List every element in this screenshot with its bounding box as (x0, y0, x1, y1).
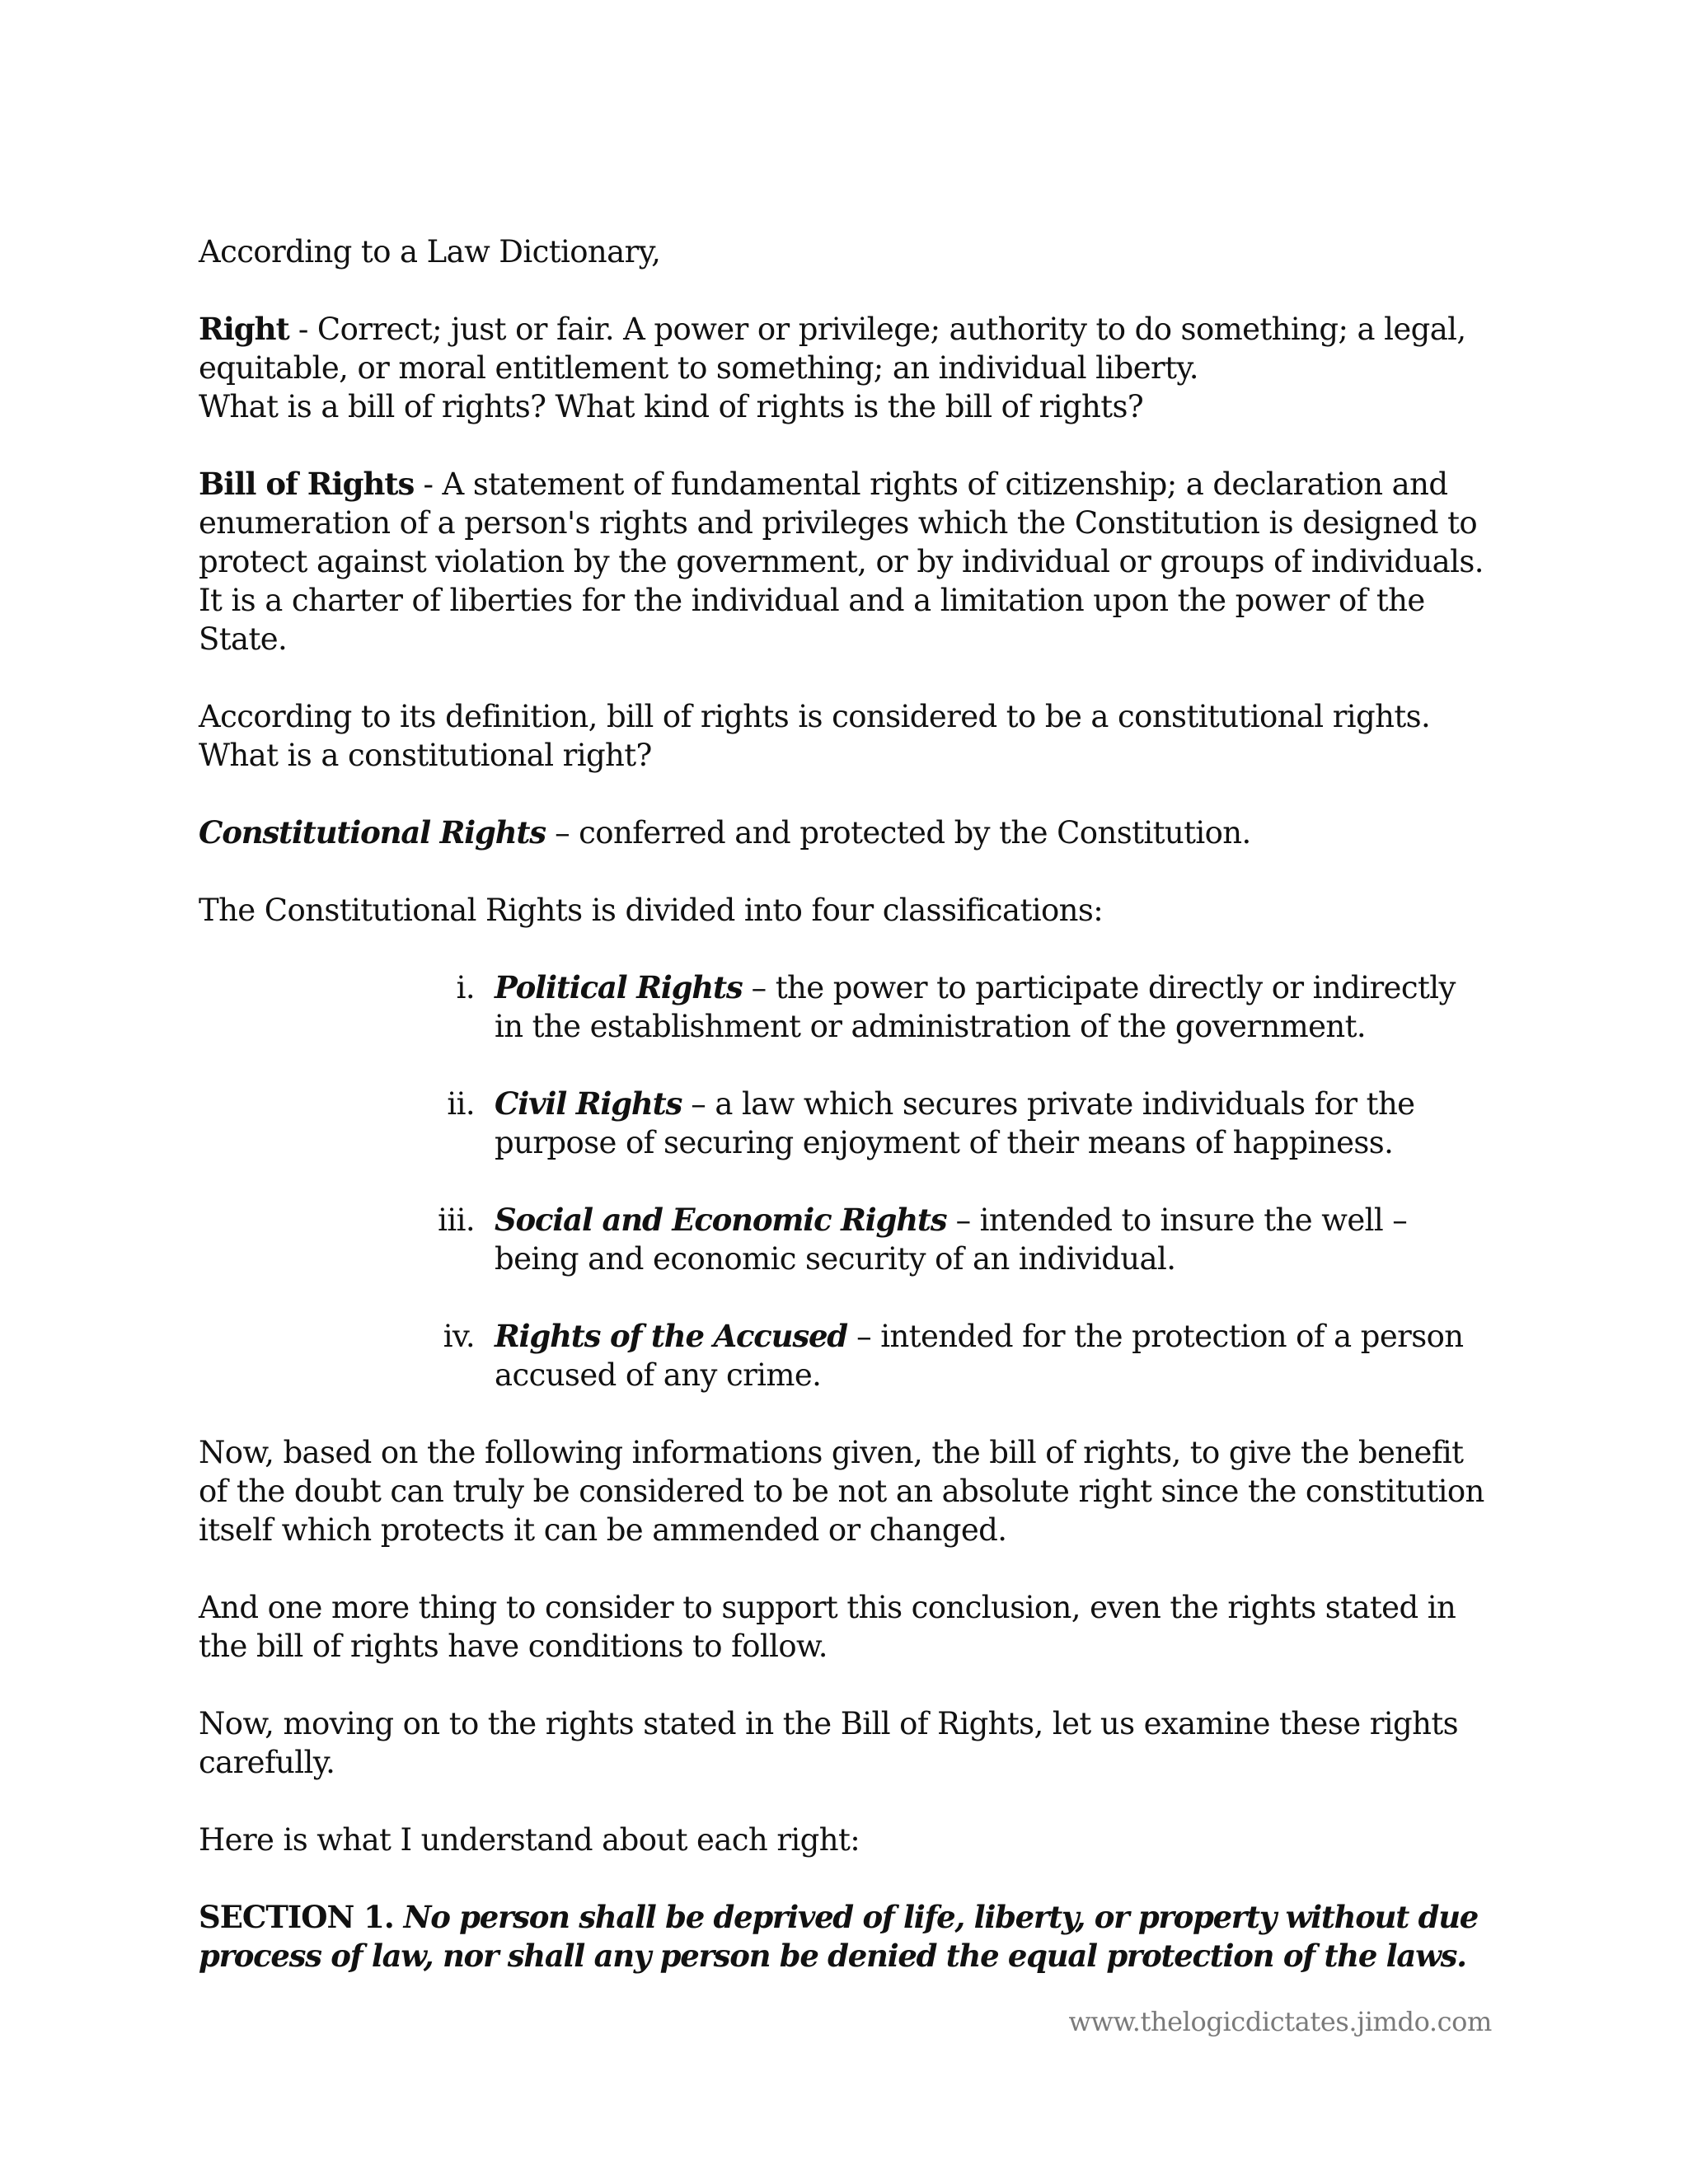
understanding-paragraph: Here is what I understand about each right: (199, 1822, 860, 1858)
right-separator: - (288, 312, 317, 347)
list-item-term: Civil Rights (495, 1085, 682, 1122)
classification-intro-paragraph: The Constitutional Rights is divided into four classifications: (199, 893, 1104, 928)
list-item-definition: intended to insure the well – being and economic security of an individual. (495, 1202, 1408, 1277)
list-item (199, 1201, 1493, 1278)
list-item-term: Political Rights (495, 969, 743, 1005)
constitutional-rights-definition: conferred and protected by the Constitution. (579, 815, 1251, 851)
intro-paragraph: According to a Law Dictionary, (199, 234, 661, 269)
right-definition: Correct; just or fair. A power or privilege; authority to do something; a legal, equitable, or moral entitlement to something; an individual liberty. (199, 312, 1466, 386)
list-item-term: Rights of the Accused (495, 1318, 847, 1354)
list-item-number: ii. (447, 1086, 475, 1122)
list-item-definition: a law which secures private individuals for the purpose of securing enjoyment of their means of happiness. (495, 1086, 1415, 1160)
constitutional-question-paragraph: According to its definition, bill of rights is considered to be a constitutional rights. What is a constitutional right? (199, 699, 1431, 773)
list-item-separator: – (846, 1319, 881, 1354)
constitutional-rights-paragraph (199, 813, 1493, 852)
list-item (199, 1085, 1493, 1162)
section-1-label: SECTION 1. (199, 1899, 394, 1935)
constitutional-rights-term: Constitutional Rights (199, 814, 546, 851)
list-item-number: iii. (438, 1202, 475, 1238)
list-item-definition: the power to participate directly or indirectly in the establishment or administration of the government. (495, 970, 1456, 1044)
list-item-term: Social and Economic Rights (495, 1202, 947, 1238)
list-item (199, 968, 1493, 1046)
right-term: Right (199, 311, 289, 347)
bill-of-rights-term: Bill of Rights (199, 466, 415, 502)
conclusion-paragraph-1: Now, based on the following informations given, the bill of rights, to give the benefit of the doubt can truly be considered to be not an absolute right since the constitution itself which protects it can be ammended or changed. (199, 1435, 1484, 1548)
bill-of-rights-definition: A statement of fundamental rights of citizenship; a declaration and enumeration of a person's rights and privileges which the Constitution is designed to protect against violation by the government, or by individual or groups of individuals. It is a charter of liberties for the individual and a limitation upon the power of the State. (199, 466, 1484, 657)
right-definition-paragraph (199, 310, 1493, 426)
document-body (199, 232, 1493, 1975)
bill-of-rights-definition-paragraph (199, 465, 1493, 658)
footer-url: www.thelogicdictates.jimdo.com (1068, 2006, 1492, 2037)
list-item-separator: – (946, 1202, 980, 1238)
bill-of-rights-separator: - (414, 466, 443, 502)
list-item-separator: – (682, 1086, 715, 1122)
constitutional-rights-separator: – (545, 815, 579, 851)
section-1-heading (199, 1898, 1493, 1975)
moving-on-paragraph: Now, moving on to the rights stated in the Bill of Rights, let us examine these rights carefully. (199, 1706, 1458, 1780)
list-item-definition: intended for the protection of a person accused of any crime. (495, 1319, 1464, 1393)
section-1-text: No person shall be deprived of life, liberty, or property without due process of law, nor shall any person be denied the equal protection of the laws. (199, 1899, 1479, 1974)
list-item (199, 1317, 1493, 1394)
classification-list (199, 968, 1493, 1394)
bill-of-rights-question: What is a bill of rights? What kind of rights is the bill of rights? (199, 389, 1144, 424)
list-item-separator: – (742, 970, 776, 1005)
conclusion-paragraph-2: And one more thing to consider to support this conclusion, even the rights stated in the bill of rights have conditions to follow. (199, 1590, 1456, 1664)
list-item-number: i. (456, 970, 475, 1005)
list-item-number: iv. (443, 1319, 475, 1354)
